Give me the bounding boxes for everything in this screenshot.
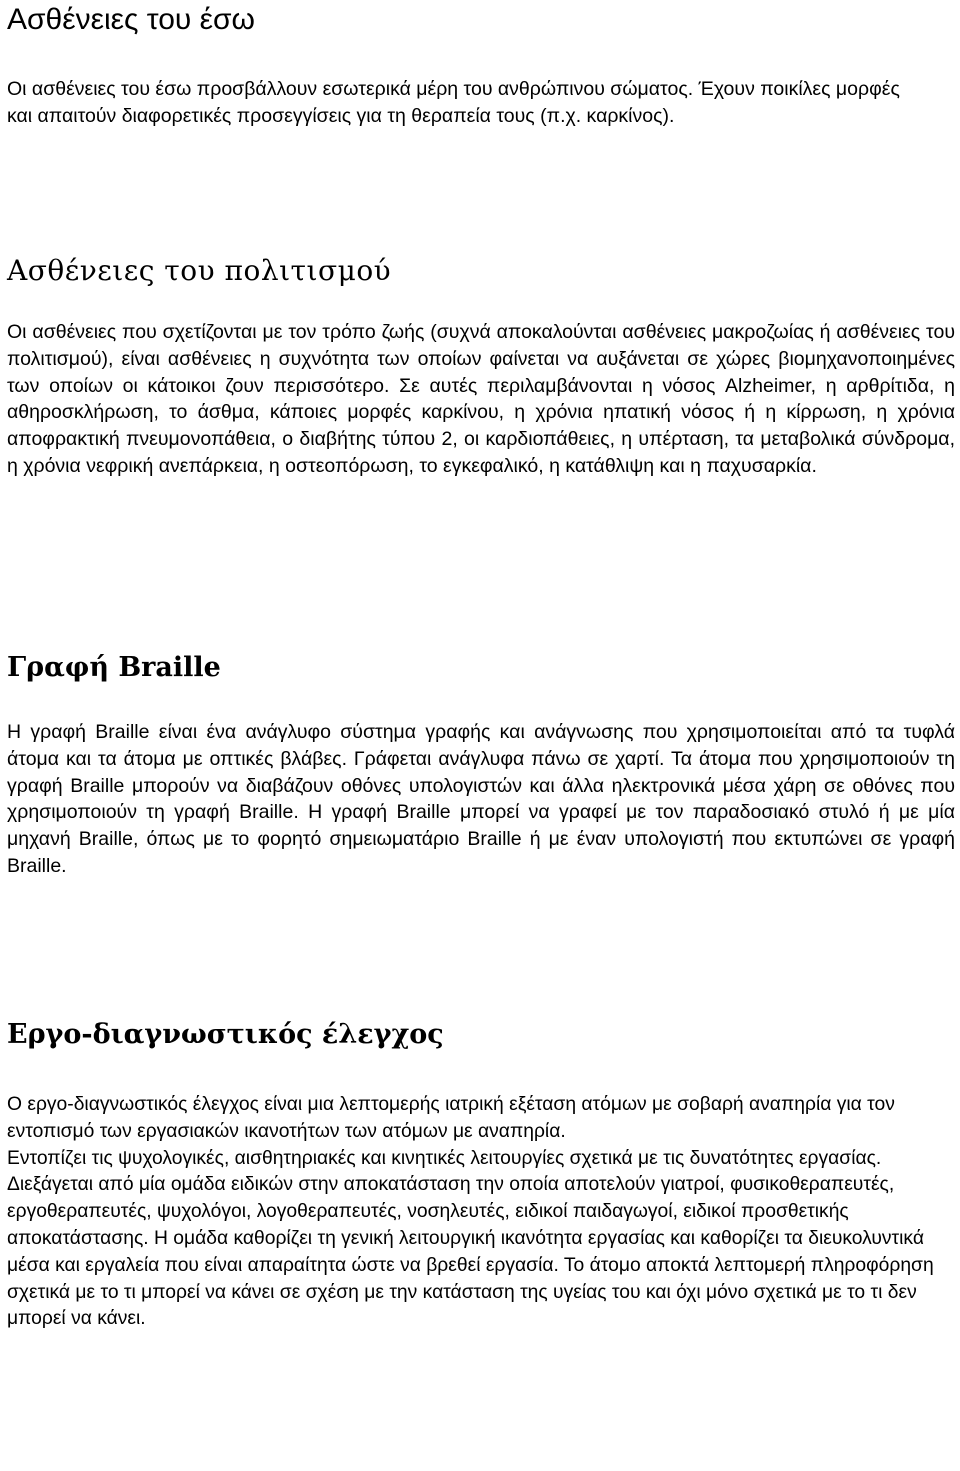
section-paragraph: Οι ασθένειες του έσω προσβάλλουν εσωτερικά μέρη του ανθρώπινου σώματος. Έχουν ποικίλες μορφές και απαιτούν διαφορετικές προσεγγίσεις για τη θεραπεία τους (π.χ. καρκίνος). <box>7 78 900 127</box>
section-paragraph: Ο εργο-διαγνωστικός έλεγχος είναι μια λεπτομερής ιατρική εξέταση ατόμων με σοβαρή αναπηρία για τον εντοπισμό των εργασιακών ικανοτήτων των ατόμων με αναπηρία. <box>7 1094 895 1142</box>
section-ergo-diagnostic <box>7 1017 955 1333</box>
section-heading: Εργο-διαγνωστικός έλεγχος <box>7 1019 444 1050</box>
section-braille <box>7 650 955 880</box>
section-paragraph: Οι ασθένειες που σχετίζονται με τον τρόπο ζωής (συχνά αποκαλούνται ασθένειες μακροζωίας ή ασθένειες του πολιτισμού), είναι ασθένειες η συχνότητα των οποίων φαίνεται να αυξάνεται σε χώρες βιομηχανοποιημένες των οποίων οι κάτοικοι ζουν περισσότερο. Σε αυτές περιλαμβάνονται η νόσος Alzheimer, η αρθρίτιδα, η αθηροσκλήρωση, το άσθμα, κάποιες μορφές καρκίνου, η χρόνια ηπατική νόσος ή η κίρρωση, η χρόνια αποφρακτική πνευμονοπάθεια, ο διαβήτης τύπου 2, οι καρδιοπάθειες, η υπέρταση, τα μεταβολικά σύνδρομα, η χρόνια νεφρική ανεπάρκεια, η οστεοπόρωση, το εγκεφαλικό, η κατάθλιψη και η παχυσαρκία. <box>7 321 955 477</box>
section-civilization-diseases <box>7 253 955 480</box>
section-paragraph: Η γραφή Braille είναι ένα ανάγλυφο σύστημα γραφής και ανάγνωσης που χρησιμοποιείται από τα τυφλά άτομα και τα άτομα με οπτικές βλάβες. Γράφεται ανάγλυφα πάνω σε χαρτί. Τα άτομα που χρησιμοποιούν τη γραφή Braille μπορούν να διαβάζουν οθόνες υπολογιστών και άλλα ηλεκτρονικά μέσα χάρη σε οθόνες που χρησιμοποιούν τη γραφή Braille. Η γραφή Braille μπορεί να γραφεί με τον παραδοσιακό στυλό ή με μία μηχανή Braille, όπως με το φορητό σημειωματάριο Braille ή με έναν υπολογιστή που εκτυπώνει σε γραφή Braille. <box>7 721 955 877</box>
section-paragraph: Εντοπίζει τις ψυχολογικές, αισθητηριακές και κινητικές λειτουργίες σχετικά με τις δυνατότητες εργασίας. Διεξάγεται από μία ομάδα ειδικών στην αποκατάσταση την οποία αποτελούν γιατροί, φυσικοθεραπευτές, εργοθεραπευτές, ψυχολόγοι, λογοθεραπευτές, νοσηλευτές, ειδικοί παιδαγωγοί, ειδικοί προσθετικής αποκατάστασης. Η ομάδα καθορίζει τη γενική λειτουργική ικανότητα εργασίας και καθορίζει τα διευκολυντικά μέσα και εργαλεία που είναι απαραίτητα ώστε να βρεθεί εργασία. Το άτομο αποκτά λεπτομερή πληροφόρηση σχετικά με το τι μπορεί να κάνει σε σχέση με την κατάσταση της υγείας του και όχι μόνο σχετικά με το τι δεν μπορεί να κάνει. <box>7 1147 934 1330</box>
section-heading: Γραφή Braille <box>7 652 221 683</box>
section-heading: Ασθένειες του έσω <box>7 3 255 36</box>
section-internal-diseases <box>7 2 955 130</box>
section-heading: Ασθένειες του πολιτισμού <box>7 254 392 287</box>
